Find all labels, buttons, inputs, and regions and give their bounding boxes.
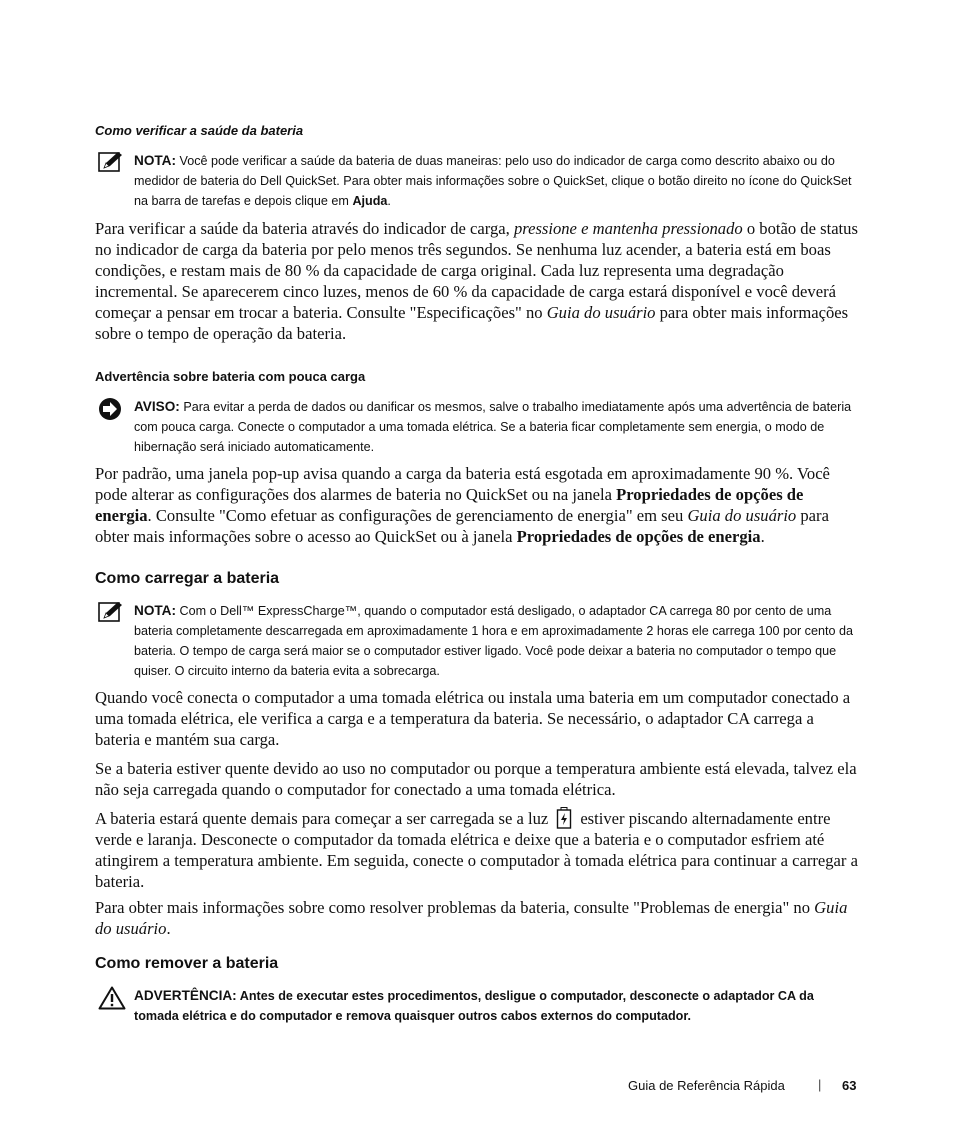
section-heading-removing: Como remover a bateria	[95, 955, 279, 972]
text-italic: Guia do usuário	[95, 898, 848, 938]
text-run: .	[166, 919, 171, 938]
text-run: estiver piscando alternadamente entre verde e laranja. Desconecte o computador da tomada elétrica e deixe que a bateria e o computador esfriem até atingirem a temperatura ambiente. Em seguida, conecte o computador à tomada elétrica para continuar a carregar a bateria.	[95, 809, 858, 891]
section-heading-charging: Como carregar a bateria	[95, 570, 280, 587]
note-text: Com o Dell™ ExpressCharge™, quando o computador está desligado, o adaptador CA carrega 80 por cento de uma bateria completamente descarregada em aproximadamente 1 hora e em aproximadamente 2 horas ele carrega 100 por cento da bateria. O tempo de carga será maior se o computador estiver ligado. Você pode deixar a bateria no computador o tempo que quiser. O circuito interno da bateria evita a sobrecarga.	[134, 604, 853, 678]
caution-block-removing	[95, 986, 860, 1028]
text-italic: pressione e mantenha pressionado	[513, 219, 743, 238]
warning-triangle-icon	[98, 986, 124, 1008]
paragraph-charging-3	[95, 807, 860, 892]
notice-arrow-icon	[98, 397, 124, 419]
note-text-end: .	[387, 194, 391, 208]
paragraph-battery-health	[95, 218, 860, 344]
pencil-note-icon	[98, 151, 124, 173]
text-italic: Guia do usuário	[546, 303, 656, 322]
note-label: NOTA:	[134, 153, 177, 168]
text-run: A bateria estará quente demais para começar a ser carregada se a luz	[95, 809, 549, 828]
page-number: 63	[842, 1078, 857, 1093]
text-bold: Propriedades de opções de energia	[516, 527, 761, 546]
text-run: para obter mais informações sobre o acesso ao QuickSet ou à janela	[95, 506, 829, 546]
text-run: para obter mais informações sobre o tempo de operação da bateria.	[95, 303, 849, 343]
text-run: o botão de status no indicador de carga da bateria por pelo menos três segundos. Se nenhuma luz acender, a bateria está em boas condições, e restam mais de 80 % da capacidade de carga original. Cada luz representa uma degradação incremental. Se aparecerem cinco luzes, menos de 60 % da capacidade de carga estará disponível e você deverá começar a pensar em trocar a bateria. Consulte "Especificações" no	[95, 219, 858, 322]
footer-separator: |	[818, 1077, 822, 1092]
section-heading-battery-health: Como verificar a saúde da bateria	[95, 123, 304, 138]
notice-block-low-battery	[95, 397, 860, 459]
text-italic: Guia do usuário	[687, 506, 797, 525]
caution-text: Antes de executar estes procedimentos, desligue o computador, desconecte o adaptador CA da tomada elétrica e do computador e remova quaisquer outros cabos externos do computador.	[134, 989, 814, 1023]
text-run: Para verificar a saúde da bateria através do indicador de carga,	[95, 219, 514, 238]
paragraph-charging-1: Quando você conecta o computador a uma tomada elétrica ou instala uma bateria em um computador conectado a uma tomada elétrica, ele verifica a carga e a temperatura da bateria. Se necessário, o adaptador CA carrega a bateria e mantém sua carga.	[95, 688, 851, 749]
notice-text: Para evitar a perda de dados ou danificar os mesmos, salve o trabalho imediatamente após uma advertência de bateria com pouca carga. Conecte o computador a uma tomada elétrica. Se a bateria ficar completamente sem energia, o modo de hibernação será iniciado automaticamente.	[134, 400, 852, 454]
note-text: Você pode verificar a saúde da bateria de duas maneiras: pelo uso do indicador de carga como descrito abaixo ou do medidor de bateria do Dell QuickSet. Para obter mais informações sobre o QuickSet, clique o botão direito no ícone do QuickSet na barra de tarefas e depois clique em	[134, 154, 852, 208]
text-run: Por padrão, uma janela pop-up avisa quando a carga da bateria está esgotada em aproximadamente 90 %. Você pode alterar as configurações dos alarmes de bateria no QuickSet ou na janela	[95, 464, 830, 504]
pencil-note-icon	[98, 601, 124, 623]
paragraph-charging-4	[95, 897, 860, 939]
paragraph-charging-2: Se a bateria estiver quente devido ao uso no computador ou porque a temperatura ambiente está elevada, talvez ela não seja carregada quando o computador for conectado a uma tomada elétrica.	[95, 759, 857, 799]
text-bold: Propriedades de opções de energia	[95, 485, 804, 525]
section-heading-low-battery-warning: Advertência sobre bateria com pouca carga	[95, 369, 366, 384]
text-run: Para obter mais informações sobre como resolver problemas da bateria, consulte "Problemas de energia" no	[95, 898, 815, 917]
footer-title: Guia de Referência Rápida	[628, 1078, 785, 1093]
text-run: . Consulte "Como efetuar as configurações de gerenciamento de energia" em seu	[147, 506, 688, 525]
caution-label: ADVERTÊNCIA:	[134, 988, 237, 1003]
note-block-battery-health	[95, 151, 860, 213]
paragraph-low-battery	[95, 463, 860, 547]
note-label: NOTA:	[134, 603, 177, 618]
text-run: .	[760, 527, 765, 546]
notice-label: AVISO:	[134, 399, 180, 414]
note-help-bold: Ajuda	[352, 194, 388, 208]
battery-light-icon	[556, 807, 572, 829]
note-block-charging	[95, 601, 860, 681]
